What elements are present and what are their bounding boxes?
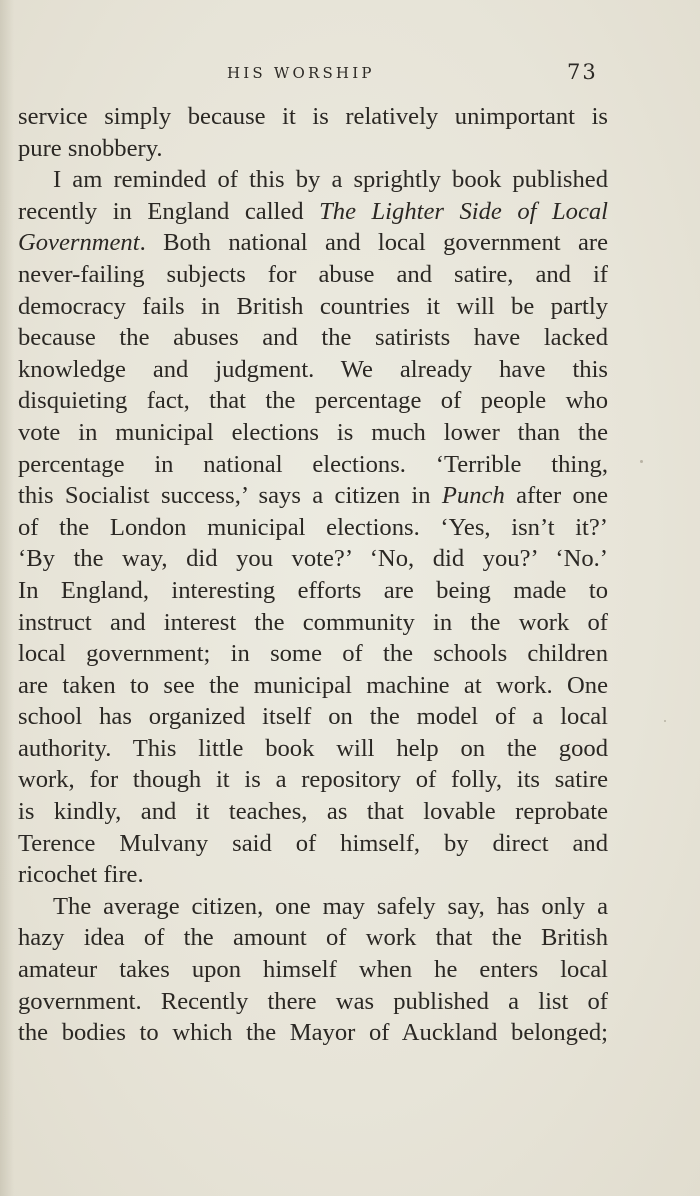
paper-speck	[664, 720, 666, 722]
text-line: ‘By the way, did you vote?’ ‘No, did you?’ ‘No.’	[18, 545, 608, 573]
book-title-italic: The Lighter Side of Local	[319, 197, 608, 225]
text-line: percentage in national elections. ‘Terrible thing,	[18, 450, 608, 478]
text-line: government. Recently there was published a list of	[18, 987, 608, 1015]
text-line: democracy fails in British countries it will be partly	[18, 292, 608, 320]
text-line: school has organized itself on the model of a local	[18, 703, 608, 731]
text-line: amateur takes upon himself when he enters local	[18, 956, 608, 984]
text-line: knowledge and judgment. We already have this	[18, 355, 608, 383]
punch-italic: Punch	[441, 482, 505, 510]
text-line: recently in England called The Lighter Side of Local	[18, 197, 608, 225]
paper-speck	[640, 460, 643, 463]
text-line: vote in municipal elections is much lower than the	[18, 418, 608, 446]
text-line: is kindly, and it teaches, as that lovable reprobate	[18, 798, 608, 826]
body-text	[18, 101, 608, 1049]
text-line: I am reminded of this by a sprightly book published	[53, 166, 608, 194]
text-line: disquieting fact, that the percentage of people who	[18, 387, 608, 415]
running-title: HIS WORSHIP	[227, 64, 375, 82]
page-number: 73	[567, 60, 598, 84]
running-head	[0, 62, 700, 88]
text-line: Government. Both national and local government are	[18, 229, 608, 257]
spine-shadow	[0, 0, 14, 1196]
text-line: ricochet fire.	[18, 861, 144, 889]
text-line: instruct and interest the community in the work of	[18, 608, 608, 636]
text-line: service simply because it is relatively unimportant is	[18, 103, 608, 130]
text-line: hazy idea of the amount of work that the British	[18, 924, 608, 952]
text-line: In England, interesting efforts are being made to	[18, 576, 608, 604]
text-line: because the abuses and the satirists have lacked	[18, 324, 608, 352]
text-line: this Socialist success,’ says a citizen in Punch after one	[18, 482, 609, 510]
book-title-italic: Government	[18, 229, 140, 257]
text-line: local government; in some of the schools children	[18, 640, 608, 668]
text-line: are taken to see the municipal machine at work. One	[18, 671, 608, 699]
text-line: Terence Mulvany said of himself, by direct and	[18, 829, 608, 857]
text-line: work, for though it is a repository of folly, its satire	[18, 766, 608, 794]
text-line: of the London municipal elections. ‘Yes, isn’t it?’	[18, 513, 608, 541]
text-line: authority. This little book will help on the good	[18, 734, 608, 762]
text-line: the bodies to which the Mayor of Auckland belonged;	[18, 1019, 608, 1047]
text-line: never-failing subjects for abuse and satire, and if	[18, 260, 608, 288]
text-line: pure snobbery.	[18, 134, 163, 162]
text-line: The average citizen, one may safely say, has only a	[53, 892, 608, 920]
